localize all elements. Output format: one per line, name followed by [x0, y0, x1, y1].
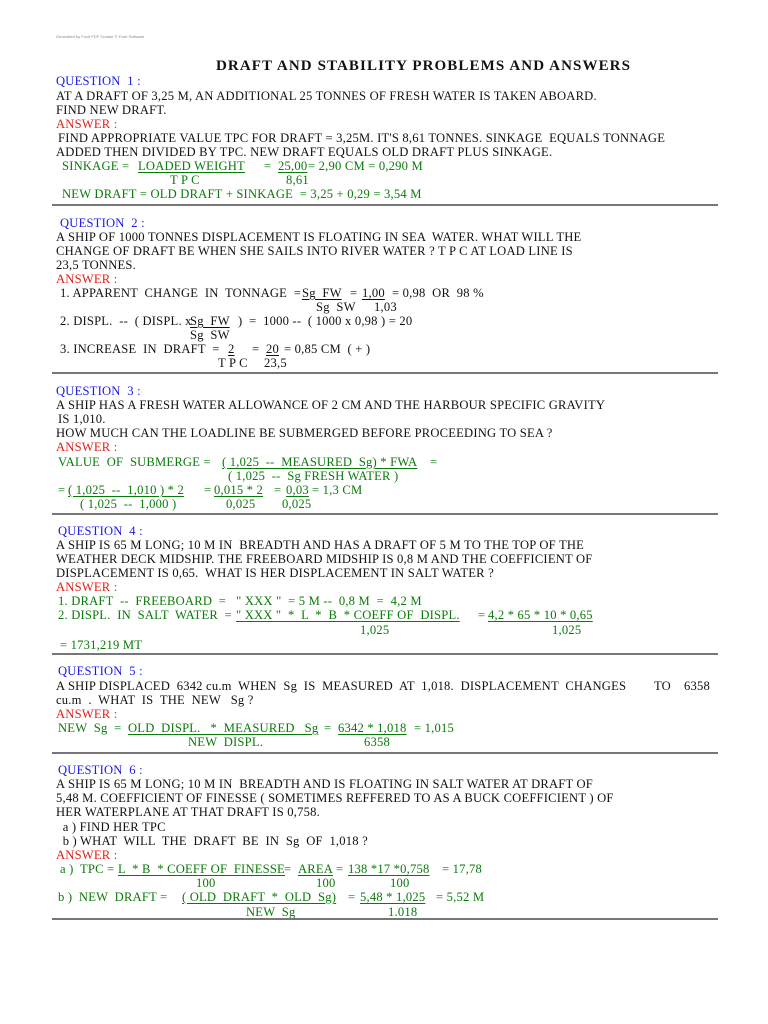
- equals-sign: =: [58, 483, 66, 497]
- sinkage-value: 25,00: [278, 159, 308, 173]
- answer-2-step-3-numerator: 2: [228, 342, 235, 356]
- answer-2-denominator-value: 1,03: [374, 300, 397, 314]
- tpc-calc: 138 *17 *0,758: [348, 862, 430, 876]
- tpc-denominator: 100: [390, 876, 410, 890]
- section-divider: [52, 653, 718, 655]
- new-draft-calc: 5,48 * 1,025: [360, 890, 426, 904]
- submerge-calc-ratio: 0,03: [286, 483, 309, 497]
- answer-2-step-3-result: = 0,85 CM ( + ): [284, 342, 371, 356]
- question-2-text-line: A SHIP OF 1000 TONNES DISPLACEMENT IS FLOATING IN SEA WATER. WHAT WILL THE: [56, 230, 582, 244]
- new-draft-result: = 5,52 M: [436, 890, 485, 904]
- question-5-text-line: A SHIP DISPLACED 6342 cu.m WHEN Sg IS MEASURED AT 1,018. DISPLACEMENT CHANGES: [56, 679, 627, 693]
- question-1-text-line: FIND NEW DRAFT.: [56, 103, 167, 117]
- question-3-label: QUESTION 3 :: [56, 384, 141, 398]
- submerge-numerator: ( 1,025 -- MEASURED Sg) * FWA: [222, 455, 418, 469]
- answer-4-step-1: 1. DRAFT -- FREEBOARD = " XXX " = 5 M -- 0,8 M = 4,2 M: [58, 594, 422, 608]
- tpc-area: AREA: [298, 862, 334, 876]
- equals-sign: =: [274, 483, 282, 497]
- submerge-calc-denominator-value: 0,025: [226, 497, 256, 511]
- submerge-label: VALUE OF SUBMERGE =: [58, 455, 211, 469]
- answer-label: ANSWER :: [56, 117, 118, 131]
- question-3-text-line: IS 1,010.: [58, 412, 106, 426]
- question-6-text-line: a ) FIND HER TPC: [56, 820, 166, 834]
- pdf-creator-header: Generated by Foxit PDF Creator © Foxit Software: [56, 34, 145, 39]
- answer-2-step-2-fraction: Sg FW: [190, 314, 230, 328]
- new-draft-label: b ) NEW DRAFT =: [58, 890, 168, 904]
- section-divider: [52, 918, 718, 920]
- question-3-text-line: A SHIP HAS A FRESH WATER ALLOWANCE OF 2 CM AND THE HARBOUR SPECIFIC GRAVITY: [56, 398, 606, 412]
- answer-2-step-3: 3. INCREASE IN DRAFT =: [60, 342, 220, 356]
- equals-sign: =: [204, 483, 212, 497]
- answer-2-step-1-result: = 0,98 OR 98 %: [392, 286, 484, 300]
- question-4-text-line: DISPLACEMENT IS 0,65. WHAT IS HER DISPLACEMENT IN SALT WATER ?: [56, 566, 494, 580]
- question-4-label: QUESTION 4 :: [58, 524, 143, 538]
- question-6-text-line: b ) WHAT WILL THE DRAFT BE IN Sg OF 1,018 ?: [56, 834, 368, 848]
- answer-2-step-1: 1. APPARENT CHANGE IN TONNAGE =: [60, 286, 302, 300]
- submerge-calc-denominator-value: 0,025: [282, 497, 312, 511]
- answer-2-step-3-denominator-value: 23,5: [264, 356, 287, 370]
- equals-sign: =: [324, 721, 332, 735]
- new-sg-result: = 1,015: [414, 721, 454, 735]
- question-6-label: QUESTION 6 :: [58, 763, 143, 777]
- question-5-text-line: cu.m . WHAT IS THE NEW Sg ?: [56, 693, 254, 707]
- new-sg-denominator: NEW DISPL.: [188, 735, 264, 749]
- answer-4-step-2-numerator: " XXX " * L * B * COEFF OF DISPL.: [236, 608, 460, 622]
- answer-2-step-2-denominator: Sg SW: [190, 328, 230, 342]
- question-3-text-line: HOW MUCH CAN THE LOADLINE BE SUBMERGED BEFORE PROCEEDING TO SEA ?: [56, 426, 553, 440]
- tpc-result: = 17,78: [442, 862, 482, 876]
- submerge-calc-value: 0,015 * 2: [214, 483, 264, 497]
- answer-4-result: = 1731,219 MT: [60, 638, 143, 652]
- new-sg-numerator: OLD DISPL. * MEASURED Sg: [128, 721, 319, 735]
- answer-4-step-2-denominator: 1,025: [360, 623, 390, 637]
- tpc-denominator: 100: [196, 876, 216, 890]
- question-5-label: QUESTION 5 :: [58, 664, 143, 678]
- sinkage-result: = 2,90 CM = 0,290 M: [308, 159, 423, 173]
- new-sg-value: 6342 * 1,018: [338, 721, 407, 735]
- sinkage-numerator: LOADED WEIGHT: [138, 159, 245, 173]
- equals-sign: =: [350, 286, 358, 300]
- answer-label: ANSWER :: [56, 707, 118, 721]
- question-4-text-line: WEATHER DECK MIDSHIP. THE FREEBOARD MIDSHIP IS 0,8 M AND THE COEFFICIENT OF: [56, 552, 593, 566]
- answer-2-denominator: Sg SW: [316, 300, 356, 314]
- sinkage-denominator-value: 8,61: [286, 173, 309, 187]
- section-divider: [52, 513, 718, 515]
- answer-4-step-2-value: 4,2 * 65 * 10 * 0,65: [488, 608, 593, 622]
- question-6-text-line: HER WATERPLANE AT THAT DRAFT IS 0,758.: [56, 805, 320, 819]
- answer-label: ANSWER :: [56, 580, 118, 594]
- new-draft-numerator: ( OLD DRAFT * OLD Sg): [182, 890, 337, 904]
- new-draft-denominator-value: 1.018: [388, 905, 418, 919]
- sinkage-denominator: T P C: [170, 173, 200, 187]
- question-2-label: QUESTION 2 :: [60, 216, 145, 230]
- section-divider: [52, 752, 718, 754]
- tpc-label: a ) TPC =: [60, 862, 115, 876]
- submerge-result: = 1,3 CM: [312, 483, 363, 497]
- question-6-text-line: 5,48 M. COEFFICIENT OF FINESSE ( SOMETIMES REFFERED TO AS A BUCK COEFFICIENT ) OF: [56, 791, 614, 805]
- answer-label: ANSWER :: [56, 848, 118, 862]
- answer-2-step-3-value: 20: [266, 342, 279, 356]
- page-title: DRAFT AND STABILITY PROBLEMS AND ANSWERS: [216, 58, 632, 74]
- question-5-text-value: 6358: [684, 679, 710, 693]
- sinkage-label: SINKAGE =: [62, 159, 130, 173]
- question-6-text-line: A SHIP IS 65 M LONG; 10 M IN BREADTH AND IS FLOATING IN SALT WATER AT DRAFT OF: [56, 777, 593, 791]
- answer-label: ANSWER :: [56, 272, 118, 286]
- section-divider: [52, 372, 718, 374]
- question-1-label: QUESTION 1 :: [56, 74, 141, 88]
- question-1-text-line: AT A DRAFT OF 3,25 M, AN ADDITIONAL 25 TONNES OF FRESH WATER IS TAKEN ABOARD.: [56, 89, 597, 103]
- equals-sign: =: [430, 455, 438, 469]
- answer-2-step-3-denominator: T P C: [218, 356, 248, 370]
- new-draft-equation: NEW DRAFT = OLD DRAFT + SINKAGE = 3,25 + 0,29 = 3,54 M: [62, 187, 422, 201]
- equals-sign: =: [478, 608, 486, 622]
- answer-4-step-2-denominator-value: 1,025: [552, 623, 582, 637]
- answer-4-step-2: 2. DISPL. IN SALT WATER =: [58, 608, 232, 622]
- submerge-denominator: ( 1,025 -- Sg FRESH WATER ): [228, 469, 399, 483]
- equals-sign: =: [264, 159, 272, 173]
- question-5-text-to: TO: [654, 679, 671, 693]
- question-4-text-line: A SHIP IS 65 M LONG; 10 M IN BREADTH AND HAS A DRAFT OF 5 M TO THE TOP OF THE: [56, 538, 585, 552]
- equals-sign: =: [252, 342, 260, 356]
- answer-2-step-2-result: ) = 1000 -- ( 1000 x 0,98 ) = 20: [238, 314, 413, 328]
- question-2-text-line: 23,5 TONNES.: [56, 258, 136, 272]
- submerge-calc-denominator: ( 1,025 -- 1,000 ): [80, 497, 177, 511]
- question-2-text-line: CHANGE OF DRAFT BE WHEN SHE SAILS INTO RIVER WATER ? T P C AT LOAD LINE IS: [56, 244, 573, 258]
- new-sg-label: NEW Sg =: [58, 721, 122, 735]
- section-divider: [52, 204, 718, 206]
- equals-sign: =: [284, 862, 292, 876]
- new-draft-denominator: NEW Sg: [246, 905, 296, 919]
- submerge-calc-numerator: ( 1,025 -- 1,010 ) * 2: [68, 483, 185, 497]
- answer-1-text-line: FIND APPROPRIATE VALUE TPC FOR DRAFT = 3,25M. IT'S 8,61 TONNES. SINKAGE EQUALS TONNAGE: [58, 131, 666, 145]
- answer-2-step-2: 2. DISPL. -- ( DISPL. x: [60, 314, 192, 328]
- answer-2-fraction: Sg FW: [302, 286, 342, 300]
- equals-sign: =: [348, 890, 356, 904]
- tpc-denominator: 100: [316, 876, 336, 890]
- tpc-numerator: L * B * COEFF OF FINESSE: [118, 862, 285, 876]
- answer-1-text-line: ADDED THEN DIVIDED BY TPC. NEW DRAFT EQUALS OLD DRAFT PLUS SINKAGE.: [56, 145, 553, 159]
- equals-sign: =: [336, 862, 344, 876]
- new-sg-denominator-value: 6358: [364, 735, 390, 749]
- answer-2-fraction-value: 1,00: [362, 286, 385, 300]
- answer-label: ANSWER :: [56, 440, 118, 454]
